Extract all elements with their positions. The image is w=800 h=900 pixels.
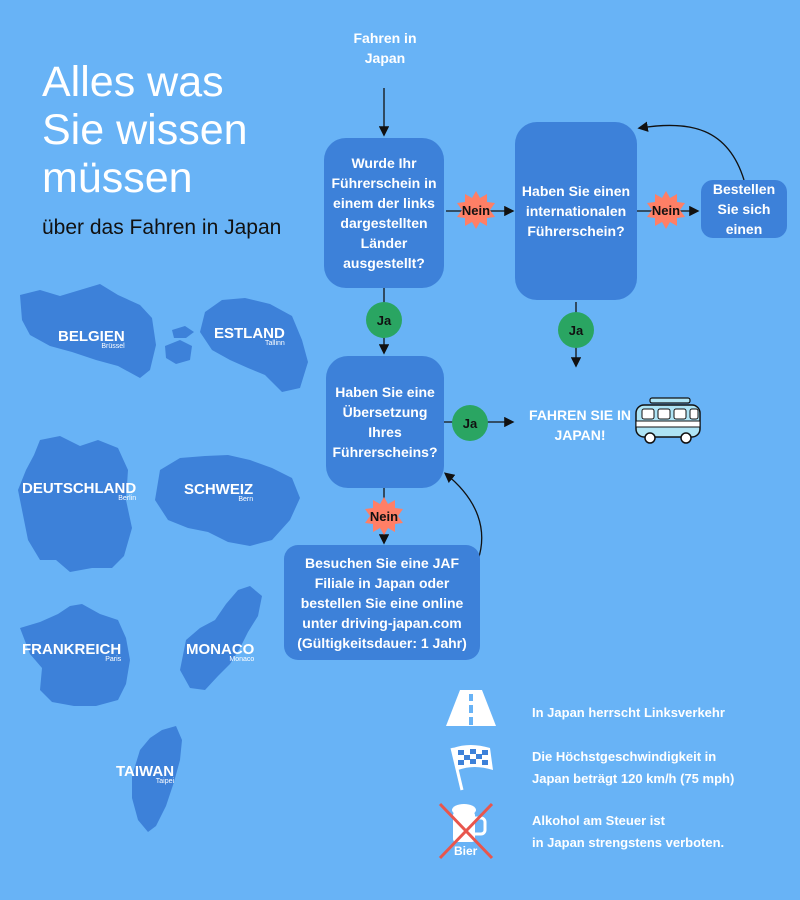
action-order-license: Bestellen Sie sich einen bbox=[701, 180, 787, 238]
no-badge bbox=[646, 190, 686, 230]
road-icon bbox=[444, 688, 498, 728]
country-name: ESTLAND bbox=[214, 325, 285, 342]
country-capital: Berlin bbox=[118, 495, 137, 502]
info-alcohol-line-2: in Japan strengstens verboten. bbox=[532, 835, 725, 850]
info-speed-limit bbox=[532, 746, 734, 790]
country-capital: Bern bbox=[238, 496, 254, 503]
info-speed-line-2: Japan beträgt 120 km/h (75 mph) bbox=[532, 771, 735, 786]
info-speed-line-1: Die Höchstgeschwindigkeit in bbox=[532, 749, 717, 764]
question-license-country: Wurde Ihr Führerschein in einem der links dargestellten Länder ausgestellt? bbox=[324, 138, 444, 288]
page-subtitle: über das Fahren in Japan bbox=[42, 216, 282, 239]
title-line-2: Sie wissen bbox=[42, 106, 248, 154]
country-capital: Monaco bbox=[229, 656, 255, 663]
action-jaf-office: Besuchen Sie eine JAF Filiale in Japan oder bestellen Sie eine online unter driving-japan.com (Gültigkeitsdauer: 1 Jahr) bbox=[284, 545, 480, 660]
country-name: DEUTSCHLAND bbox=[22, 480, 137, 497]
no-badge bbox=[364, 496, 404, 536]
yes-badge: Ja bbox=[452, 405, 488, 441]
no-badge bbox=[456, 190, 496, 230]
country-name: MONACO bbox=[186, 641, 255, 658]
title-line-3: müssen bbox=[42, 154, 193, 202]
country-name: SCHWEIZ bbox=[184, 481, 254, 498]
question-international-license: Haben Sie einen internationalen Führerschein? bbox=[515, 122, 637, 300]
country-capital: Taipei bbox=[155, 778, 175, 785]
title-line-1: Alles was bbox=[42, 58, 224, 106]
info-alcohol-line-1: Alkohol am Steuer ist bbox=[532, 813, 665, 828]
country-name: FRANKREICH bbox=[22, 641, 122, 658]
country-capital: Brüssel bbox=[101, 343, 125, 350]
result-label: FAHREN SIE IN JAPAN! bbox=[529, 407, 631, 443]
checkered-flag-icon bbox=[444, 742, 496, 792]
country-capital: Paris bbox=[105, 656, 122, 663]
country-capital: Tallinn bbox=[264, 340, 285, 347]
arrow-order-q2 bbox=[640, 125, 744, 180]
no-badge-label: Nein bbox=[651, 202, 681, 218]
no-alcohol-icon bbox=[438, 800, 494, 862]
yes-badge: Ja bbox=[366, 302, 402, 338]
info-left-traffic: In Japan herrscht Linksverkehr bbox=[532, 705, 725, 720]
yes-badge: Ja bbox=[558, 312, 594, 348]
question-translation: Haben Sie eine Übersetzung Ihres Führerscheins? bbox=[326, 356, 444, 488]
info-alcohol bbox=[532, 810, 724, 854]
start-label: Fahren in Japan bbox=[353, 30, 417, 66]
country-name: TAIWAN bbox=[116, 763, 175, 780]
beer-label: Bier bbox=[454, 844, 478, 858]
no-badge-label: Nein bbox=[461, 202, 491, 218]
no-badge-label: Nein bbox=[369, 508, 399, 524]
van-icon bbox=[630, 396, 704, 448]
country-name: BELGIEN bbox=[58, 328, 125, 345]
